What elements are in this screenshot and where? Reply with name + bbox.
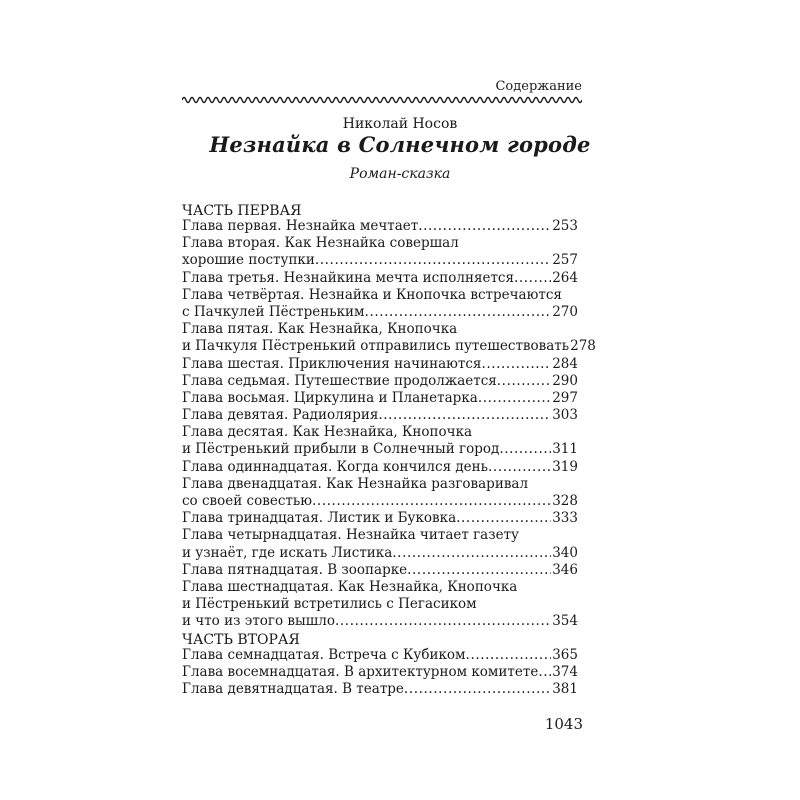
book-author: Николай Носов: [342, 116, 458, 132]
toc-line: [182, 459, 578, 476]
toc-line: [182, 304, 578, 321]
toc-line: [182, 407, 578, 424]
toc-entry: [182, 476, 578, 510]
toc-line: [182, 235, 578, 252]
chapter-page-number: 340: [552, 544, 578, 561]
dot-leader: [404, 681, 551, 698]
chapter-title-line: Глава десятая. Как Незнайка, Кнопочка: [182, 424, 473, 441]
chapter-title-line: Глава восемнадцатая. В архитектурном комитете: [182, 664, 539, 681]
toc-line: [182, 681, 578, 698]
chapter-title-line: Глава семнадцатая. Встреча с Кубиком: [182, 647, 466, 663]
chapter-page-number: 284: [552, 355, 578, 372]
toc-entry: [182, 647, 578, 664]
chapter-page-number: 319: [552, 458, 578, 475]
chapter-title-line: Глава вторая. Как Незнайка совершал: [182, 235, 459, 252]
chapter-title-line: Глава шестая. Приключения начинаются: [182, 355, 482, 372]
chapter-page-number: 374: [552, 664, 578, 681]
toc-line: [182, 424, 578, 441]
toc-line: [182, 664, 578, 681]
part-heading-2: ЧАСТЬ ВТОРАЯ: [182, 632, 300, 648]
toc-entry: [182, 235, 578, 269]
chapter-title-line: Глава двенадцатая. Как Незнайка разговаривал: [182, 475, 529, 492]
chapter-title-line: с Пачкулей Пёстреньким: [182, 303, 365, 320]
dot-leader: [481, 356, 551, 373]
toc-entry: [182, 407, 578, 424]
toc-entry: [182, 681, 578, 698]
toc-entry: [182, 459, 578, 476]
toc-line: [182, 493, 578, 510]
toc-line: [182, 287, 578, 304]
toc-line: [182, 356, 578, 373]
chapter-page-number: 257: [552, 252, 578, 269]
chapter-page-number: 297: [552, 389, 578, 406]
chapter-page-number: 270: [552, 303, 578, 320]
part-heading-1: ЧАСТЬ ПЕРВАЯ: [182, 203, 302, 219]
dot-leader: [456, 510, 551, 527]
chapter-page-number: 311: [552, 441, 578, 458]
dot-leader: [418, 218, 551, 235]
chapter-title-line: Глава четвёртая. Незнайка и Кнопочка встречаются: [182, 286, 562, 303]
chapter-page-number: 328: [552, 493, 578, 509]
toc-entry: [182, 287, 578, 321]
toc-line: [182, 596, 578, 613]
toc-part-1: [182, 218, 596, 631]
dot-leader: [378, 407, 551, 424]
toc-entry: [182, 579, 578, 631]
chapter-page-number: 278: [570, 338, 596, 355]
chapter-title-line: со своей совестью: [182, 493, 312, 509]
chapter-title-line: Глава шестнадцатая. Как Незнайка, Кнопочка: [182, 578, 518, 595]
dot-leader: [312, 493, 551, 510]
dot-leader: [499, 441, 551, 458]
chapter-page-number: 303: [552, 407, 578, 424]
chapter-title-line: Глава четырнадцатая. Незнайка читает газету: [182, 527, 519, 544]
toc-entry: [182, 390, 578, 407]
chapter-title-line: Глава девятнадцатая. В театре: [182, 681, 404, 698]
page-number: 1043: [544, 715, 583, 733]
toc-line: [182, 613, 578, 630]
dot-leader: [514, 270, 551, 287]
chapter-title-line: и Пёстренький прибыли в Солнечный город: [182, 441, 500, 458]
toc-line: [182, 441, 578, 458]
toc-entry: [182, 510, 578, 527]
chapter-title-line: и что из этого вышло: [182, 613, 336, 630]
toc-line: [182, 321, 578, 338]
toc-entry: [182, 321, 596, 355]
toc-entry: [182, 356, 578, 373]
toc-entry: [182, 664, 578, 681]
toc-line: [182, 252, 578, 269]
decorative-wave-rule: [182, 93, 582, 107]
toc-entry: [182, 527, 578, 561]
chapter-page-number: 381: [552, 681, 578, 698]
dot-leader: [365, 304, 552, 321]
chapter-title-line: и Пачкуля Пёстренький отправились путешествовать: [182, 338, 570, 355]
book-subtitle: Роман-сказка: [349, 166, 451, 182]
toc-line: [182, 476, 578, 493]
dot-leader: [497, 373, 551, 390]
toc-line: [182, 390, 578, 407]
chapter-title-line: хорошие поступки: [182, 252, 315, 269]
dot-leader: [392, 545, 551, 562]
dot-leader: [315, 252, 551, 269]
toc-line: [182, 545, 578, 562]
chapter-title-line: Глава третья. Незнайкина мечта исполняется: [182, 269, 514, 286]
dot-leader: [478, 390, 551, 407]
chapter-title-line: и Пёстренький встретились с Пегасиком: [182, 596, 477, 613]
chapter-page-number: 290: [552, 372, 578, 389]
chapter-title-line: Глава девятая. Радиолярия: [182, 407, 379, 424]
toc-line: [182, 338, 596, 355]
toc-line: [182, 270, 578, 287]
chapter-title-line: Глава седьмая. Путешествие продолжается: [182, 372, 497, 389]
toc-entry: [182, 373, 578, 390]
chapter-page-number: 346: [552, 561, 578, 578]
chapter-page-number: 354: [552, 613, 578, 630]
toc-line: [182, 510, 578, 527]
chapter-title-line: Глава одиннадцатая. Когда кончился день: [182, 458, 489, 475]
chapter-title-line: Глава пятнадцатая. В зоопарке: [182, 561, 408, 578]
toc-entry: [182, 562, 578, 579]
toc-entry: [182, 270, 578, 287]
dot-leader: [488, 459, 551, 476]
chapter-page-number: 365: [552, 647, 578, 663]
chapter-title-line: Глава первая. Незнайка мечтает: [182, 218, 419, 234]
chapter-title-line: Глава пятая. Как Незнайка, Кнопочка: [182, 321, 458, 338]
chapter-title-line: Глава восьмая. Циркулина и Планетарка: [182, 389, 478, 406]
dot-leader: [538, 664, 551, 681]
toc-entry: [182, 424, 578, 458]
dot-leader: [407, 562, 551, 579]
toc-line: [182, 527, 578, 544]
toc-line: [182, 579, 578, 596]
chapter-page-number: 333: [552, 510, 578, 527]
dot-leader: [335, 613, 551, 630]
toc-line: [182, 647, 578, 664]
chapter-title-line: и узнаёт, где искать Листика: [182, 544, 393, 561]
dot-leader: [466, 647, 552, 664]
toc-line: [182, 373, 578, 390]
running-head: Содержание: [495, 79, 582, 94]
chapter-page-number: 253: [552, 218, 578, 234]
toc-entry: [182, 218, 578, 235]
chapter-page-number: 264: [552, 269, 578, 286]
toc-part-2: [182, 647, 578, 699]
toc-line: [182, 218, 578, 235]
book-title: Незнайка в Солнечном городе: [209, 132, 591, 157]
toc-line: [182, 562, 578, 579]
chapter-title-line: Глава тринадцатая. Листик и Буковка: [182, 510, 457, 527]
